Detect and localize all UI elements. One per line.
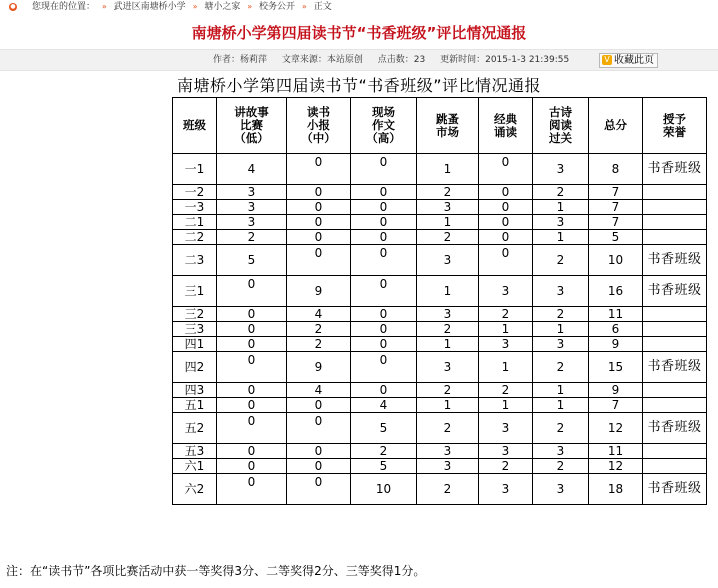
table-row bbox=[173, 474, 707, 505]
breadcrumb-separator-icon: » bbox=[101, 2, 107, 11]
score-cell: 2 bbox=[479, 383, 533, 398]
breadcrumb-separator-icon: » bbox=[301, 2, 307, 11]
score-cell: 5 bbox=[351, 459, 417, 474]
class-cell: 四2 bbox=[173, 352, 217, 383]
table-header-row bbox=[173, 98, 707, 154]
document-title: 南塘桥小学第四届读书节“书香班级”评比情况通报 bbox=[176, 76, 542, 95]
total-cell: 12 bbox=[589, 459, 643, 474]
class-cell: 三1 bbox=[173, 276, 217, 307]
score-cell: 0 bbox=[479, 245, 533, 276]
score-cell: 3 bbox=[479, 276, 533, 307]
score-cell: 3 bbox=[217, 215, 287, 230]
score-cell: 0 bbox=[217, 444, 287, 459]
score-cell: 0 bbox=[217, 459, 287, 474]
score-cell: 2 bbox=[287, 322, 351, 337]
score-cell: 3 bbox=[533, 474, 589, 505]
score-cell: 1 bbox=[417, 154, 479, 185]
total-cell: 11 bbox=[589, 444, 643, 459]
class-cell: 四3 bbox=[173, 383, 217, 398]
score-cell: 2 bbox=[533, 413, 589, 444]
class-cell: 四1 bbox=[173, 337, 217, 352]
table-row bbox=[173, 352, 707, 383]
column-header: 讲故事 比赛 （低） bbox=[217, 98, 287, 154]
table-row bbox=[173, 215, 707, 230]
score-cell: 1 bbox=[533, 383, 589, 398]
score-cell: 2 bbox=[479, 307, 533, 322]
page-title: 南塘桥小学第四届读书节“书香班级”评比情况通报 bbox=[191, 24, 527, 42]
score-cell: 2 bbox=[287, 337, 351, 352]
score-cell: 0 bbox=[479, 215, 533, 230]
score-cell: 0 bbox=[287, 230, 351, 245]
class-cell: 一2 bbox=[173, 185, 217, 200]
breadcrumb-separator-icon: » bbox=[192, 2, 198, 11]
score-cell: 2 bbox=[417, 322, 479, 337]
honor-cell: 书香班级 bbox=[643, 474, 707, 505]
scoring-note: 注：在“读书节”各项比赛活动中获一等奖得3分、二等奖得2分、三等奖得1分。 bbox=[6, 564, 426, 578]
table-row bbox=[173, 276, 707, 307]
score-cell: 0 bbox=[287, 459, 351, 474]
breadcrumb-separator-icon: » bbox=[247, 2, 253, 11]
score-cell: 0 bbox=[351, 185, 417, 200]
class-cell: 六1 bbox=[173, 459, 217, 474]
score-cell: 1 bbox=[417, 398, 479, 413]
score-cell: 1 bbox=[479, 352, 533, 383]
score-cell: 0 bbox=[287, 444, 351, 459]
score-cell: 3 bbox=[217, 200, 287, 215]
honor-cell: 书香班级 bbox=[643, 413, 707, 444]
score-table bbox=[172, 97, 707, 505]
table-row bbox=[173, 154, 707, 185]
score-cell: 3 bbox=[533, 444, 589, 459]
honor-cell bbox=[643, 383, 707, 398]
score-cell: 0 bbox=[217, 398, 287, 413]
honor-cell bbox=[643, 398, 707, 413]
total-cell: 18 bbox=[589, 474, 643, 505]
score-cell: 0 bbox=[217, 413, 287, 444]
score-cell: 4 bbox=[217, 154, 287, 185]
class-cell: 三3 bbox=[173, 322, 217, 337]
class-cell: 六2 bbox=[173, 474, 217, 505]
total-cell: 9 bbox=[589, 337, 643, 352]
table-body bbox=[173, 154, 707, 505]
score-cell: 1 bbox=[417, 215, 479, 230]
honor-cell bbox=[643, 215, 707, 230]
honor-cell bbox=[643, 307, 707, 322]
score-cell: 2 bbox=[417, 230, 479, 245]
score-cell: 3 bbox=[417, 245, 479, 276]
meta-updated: 更新时间：2015-1-3 21:39:55 bbox=[440, 55, 570, 65]
honor-cell bbox=[643, 230, 707, 245]
score-cell: 0 bbox=[287, 185, 351, 200]
column-header: 现场 作文 （高） bbox=[351, 98, 417, 154]
score-cell: 0 bbox=[217, 352, 287, 383]
class-cell: 二1 bbox=[173, 215, 217, 230]
breadcrumb-link-affairs[interactable]: 校务公开 bbox=[259, 2, 296, 12]
class-cell: 二3 bbox=[173, 245, 217, 276]
score-cell: 0 bbox=[287, 398, 351, 413]
class-cell: 五2 bbox=[173, 413, 217, 444]
score-cell: 3 bbox=[533, 215, 589, 230]
score-cell: 0 bbox=[287, 474, 351, 505]
honor-cell bbox=[643, 337, 707, 352]
score-cell: 2 bbox=[533, 245, 589, 276]
score-cell: 0 bbox=[351, 352, 417, 383]
score-cell: 10 bbox=[351, 474, 417, 505]
column-header: 总分 bbox=[589, 98, 643, 154]
total-cell: 7 bbox=[589, 398, 643, 413]
breadcrumb-current: 正文 bbox=[313, 2, 332, 12]
table-row bbox=[173, 200, 707, 215]
score-cell: 0 bbox=[479, 154, 533, 185]
honor-cell bbox=[643, 200, 707, 215]
score-cell: 0 bbox=[351, 383, 417, 398]
honor-cell bbox=[643, 444, 707, 459]
score-cell: 1 bbox=[479, 398, 533, 413]
score-cell: 1 bbox=[417, 337, 479, 352]
score-cell: 3 bbox=[533, 276, 589, 307]
score-cell: 3 bbox=[479, 474, 533, 505]
column-header: 班级 bbox=[173, 98, 217, 154]
score-cell: 0 bbox=[351, 307, 417, 322]
score-cell: 1 bbox=[479, 322, 533, 337]
score-cell: 2 bbox=[417, 383, 479, 398]
breadcrumb-link-school[interactable]: 武进区南塘桥小学 bbox=[113, 2, 186, 12]
score-cell: 1 bbox=[533, 322, 589, 337]
score-cell: 0 bbox=[479, 200, 533, 215]
total-cell: 7 bbox=[589, 185, 643, 200]
breadcrumb bbox=[0, 0, 718, 14]
favorite-icon: V bbox=[602, 55, 612, 65]
favorite-label: 收藏此页 bbox=[614, 55, 654, 66]
score-cell: 0 bbox=[287, 245, 351, 276]
table-row bbox=[173, 245, 707, 276]
score-cell: 0 bbox=[287, 413, 351, 444]
score-cell: 0 bbox=[217, 307, 287, 322]
table-row bbox=[173, 185, 707, 200]
score-cell: 0 bbox=[217, 276, 287, 307]
table-row bbox=[173, 307, 707, 322]
score-cell: 0 bbox=[217, 337, 287, 352]
score-cell: 2 bbox=[533, 459, 589, 474]
score-cell: 3 bbox=[217, 185, 287, 200]
score-cell: 0 bbox=[351, 230, 417, 245]
score-cell: 0 bbox=[351, 337, 417, 352]
score-cell: 0 bbox=[351, 200, 417, 215]
score-cell: 3 bbox=[417, 352, 479, 383]
score-cell: 4 bbox=[351, 398, 417, 413]
table-row bbox=[173, 383, 707, 398]
total-cell: 11 bbox=[589, 307, 643, 322]
honor-cell: 书香班级 bbox=[643, 154, 707, 185]
class-cell: 二2 bbox=[173, 230, 217, 245]
score-cell: 2 bbox=[217, 230, 287, 245]
score-cell: 4 bbox=[287, 307, 351, 322]
score-cell: 1 bbox=[417, 276, 479, 307]
breadcrumb-link-home[interactable]: 塘小之家 bbox=[204, 2, 241, 12]
score-cell: 0 bbox=[479, 230, 533, 245]
table-row bbox=[173, 337, 707, 352]
meta-author: 作者：杨莉萍 bbox=[213, 55, 268, 65]
total-cell: 10 bbox=[589, 245, 643, 276]
total-cell: 9 bbox=[589, 383, 643, 398]
total-cell: 7 bbox=[589, 215, 643, 230]
class-cell: 五1 bbox=[173, 398, 217, 413]
score-cell: 0 bbox=[217, 474, 287, 505]
total-cell: 6 bbox=[589, 322, 643, 337]
total-cell: 5 bbox=[589, 230, 643, 245]
score-cell: 0 bbox=[351, 322, 417, 337]
score-cell: 3 bbox=[533, 154, 589, 185]
meta-source: 文章来源：本站原创 bbox=[281, 55, 363, 65]
score-cell: 0 bbox=[287, 154, 351, 185]
honor-cell: 书香班级 bbox=[643, 352, 707, 383]
score-cell: 0 bbox=[351, 215, 417, 230]
total-cell: 12 bbox=[589, 413, 643, 444]
score-cell: 0 bbox=[217, 322, 287, 337]
score-cell: 3 bbox=[417, 200, 479, 215]
column-header: 授予 荣誉 bbox=[643, 98, 707, 154]
score-cell: 3 bbox=[533, 337, 589, 352]
score-cell: 2 bbox=[533, 307, 589, 322]
location-icon: ● bbox=[10, 3, 16, 10]
total-cell: 8 bbox=[589, 154, 643, 185]
class-cell: 一1 bbox=[173, 154, 217, 185]
score-cell: 0 bbox=[287, 215, 351, 230]
column-header: 经典 诵读 bbox=[479, 98, 533, 154]
score-cell: 2 bbox=[479, 459, 533, 474]
table-row bbox=[173, 398, 707, 413]
score-cell: 4 bbox=[287, 383, 351, 398]
class-cell: 五3 bbox=[173, 444, 217, 459]
score-cell: 0 bbox=[351, 276, 417, 307]
score-cell: 3 bbox=[479, 337, 533, 352]
score-cell: 3 bbox=[417, 444, 479, 459]
honor-cell: 书香班级 bbox=[643, 276, 707, 307]
total-cell: 7 bbox=[589, 200, 643, 215]
score-cell: 3 bbox=[417, 307, 479, 322]
score-cell: 3 bbox=[417, 459, 479, 474]
score-cell: 0 bbox=[287, 200, 351, 215]
score-cell: 2 bbox=[351, 444, 417, 459]
article-meta-bar bbox=[0, 49, 718, 71]
score-cell: 0 bbox=[217, 383, 287, 398]
score-cell: 0 bbox=[479, 185, 533, 200]
table-row bbox=[173, 444, 707, 459]
table-row bbox=[173, 230, 707, 245]
score-cell: 3 bbox=[479, 444, 533, 459]
score-cell: 0 bbox=[351, 245, 417, 276]
score-cell: 2 bbox=[417, 474, 479, 505]
total-cell: 16 bbox=[589, 276, 643, 307]
score-cell: 3 bbox=[479, 413, 533, 444]
table-row bbox=[173, 459, 707, 474]
honor-cell bbox=[643, 185, 707, 200]
score-cell: 9 bbox=[287, 276, 351, 307]
table-row bbox=[173, 413, 707, 444]
honor-cell bbox=[643, 322, 707, 337]
score-cell: 2 bbox=[533, 352, 589, 383]
score-cell: 5 bbox=[351, 413, 417, 444]
score-cell: 5 bbox=[217, 245, 287, 276]
honor-cell bbox=[643, 459, 707, 474]
column-header: 跳蚤 市场 bbox=[417, 98, 479, 154]
score-cell: 9 bbox=[287, 352, 351, 383]
favorite-button[interactable] bbox=[599, 53, 658, 68]
breadcrumb-prefix: 您现在的位置： bbox=[32, 2, 96, 12]
table-row bbox=[173, 322, 707, 337]
score-cell: 2 bbox=[417, 185, 479, 200]
score-cell: 2 bbox=[533, 185, 589, 200]
total-cell: 15 bbox=[589, 352, 643, 383]
meta-hits: 点击数：23 bbox=[377, 55, 426, 65]
class-cell: 三2 bbox=[173, 307, 217, 322]
column-header: 读书 小报 （中） bbox=[287, 98, 351, 154]
column-header: 古诗 阅读 过关 bbox=[533, 98, 589, 154]
honor-cell: 书香班级 bbox=[643, 245, 707, 276]
score-cell: 2 bbox=[417, 413, 479, 444]
score-cell: 1 bbox=[533, 230, 589, 245]
score-cell: 1 bbox=[533, 200, 589, 215]
score-cell: 0 bbox=[351, 154, 417, 185]
score-cell: 1 bbox=[533, 398, 589, 413]
class-cell: 一3 bbox=[173, 200, 217, 215]
